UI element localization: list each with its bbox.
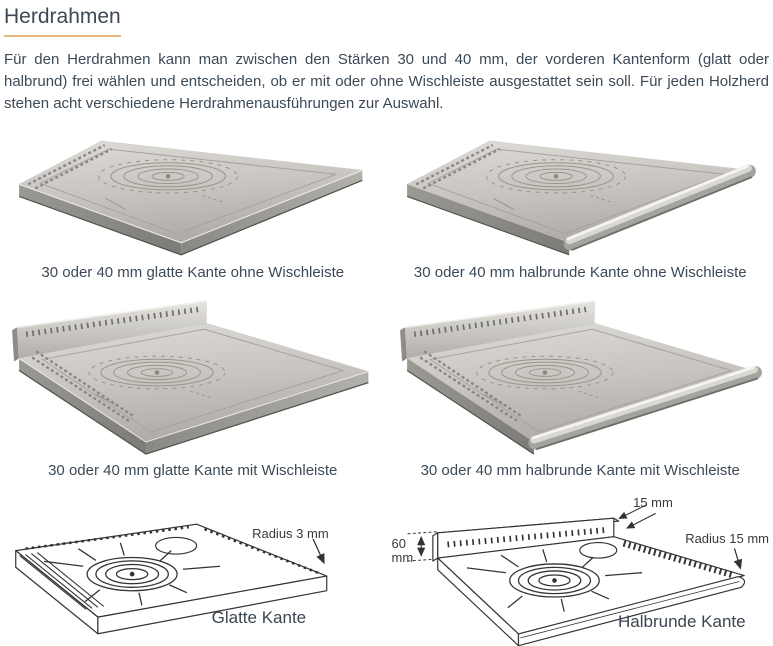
- product-grid: [4, 130, 769, 646]
- product-caption: 30 oder 40 mm halbrunde Kante mit Wischleiste: [420, 462, 740, 480]
- diagram-caption-glatte: Glatte Kante: [211, 608, 307, 628]
- radius-3mm-label: Radius 3 mm: [252, 526, 329, 542]
- thickness-15mm-label: 15 mm: [633, 495, 673, 511]
- product-caption: 30 oder 40 mm glatte Kante ohne Wischleiste: [41, 264, 345, 282]
- intro-paragraph: Für den Herdrahmen kann man zwischen den Stärken 30 und 40 mm, der vorderen Kantenform (glatt oder halbrund) frei wählen und entscheiden, ob er mit oder ohne Wischleiste ausgestattet sein soll. Für jeden Holzherd stehen acht verschiedene Herdrahmenausführungen zur Auswahl.: [4, 51, 769, 113]
- height-60mm-label: [392, 537, 414, 565]
- product-image-halbrunde-kante-mit-wischleiste: [392, 292, 770, 461]
- diagram-caption-halbrunde: Halbrunde Kante: [618, 611, 746, 631]
- diagram-drawing-glatte-kante: [4, 490, 382, 645]
- product-figure-halbrund-ohne: [392, 130, 770, 292]
- radius-15mm-label: Radius 15 mm: [685, 531, 769, 547]
- height-unit: mm: [391, 549, 414, 565]
- product-image-halbrunde-kante-ohne-wischleiste: [392, 130, 770, 263]
- radius-arrow: [734, 548, 740, 567]
- product-image-glatte-kante-mit-wischleiste: [4, 292, 382, 461]
- page-title: Herdrahmen: [4, 5, 121, 37]
- thickness-arrow-2: [627, 513, 655, 528]
- radius-arrow: [313, 539, 324, 562]
- height-value: 60: [391, 535, 406, 551]
- product-image-glatte-kante-ohne-wischleiste: [4, 130, 382, 263]
- product-figure-glatt-mit: [4, 292, 382, 490]
- product-figure-glatt-ohne: [4, 130, 382, 292]
- product-figure-halbrund-mit: [392, 292, 770, 490]
- diagram-halbrunde-kante: [392, 490, 770, 646]
- product-caption: 30 oder 40 mm glatte Kante mit Wischleiste: [48, 462, 338, 480]
- product-caption: 30 oder 40 mm halbrunde Kante ohne Wischleiste: [413, 264, 747, 282]
- diagram-glatte-kante: [4, 490, 382, 646]
